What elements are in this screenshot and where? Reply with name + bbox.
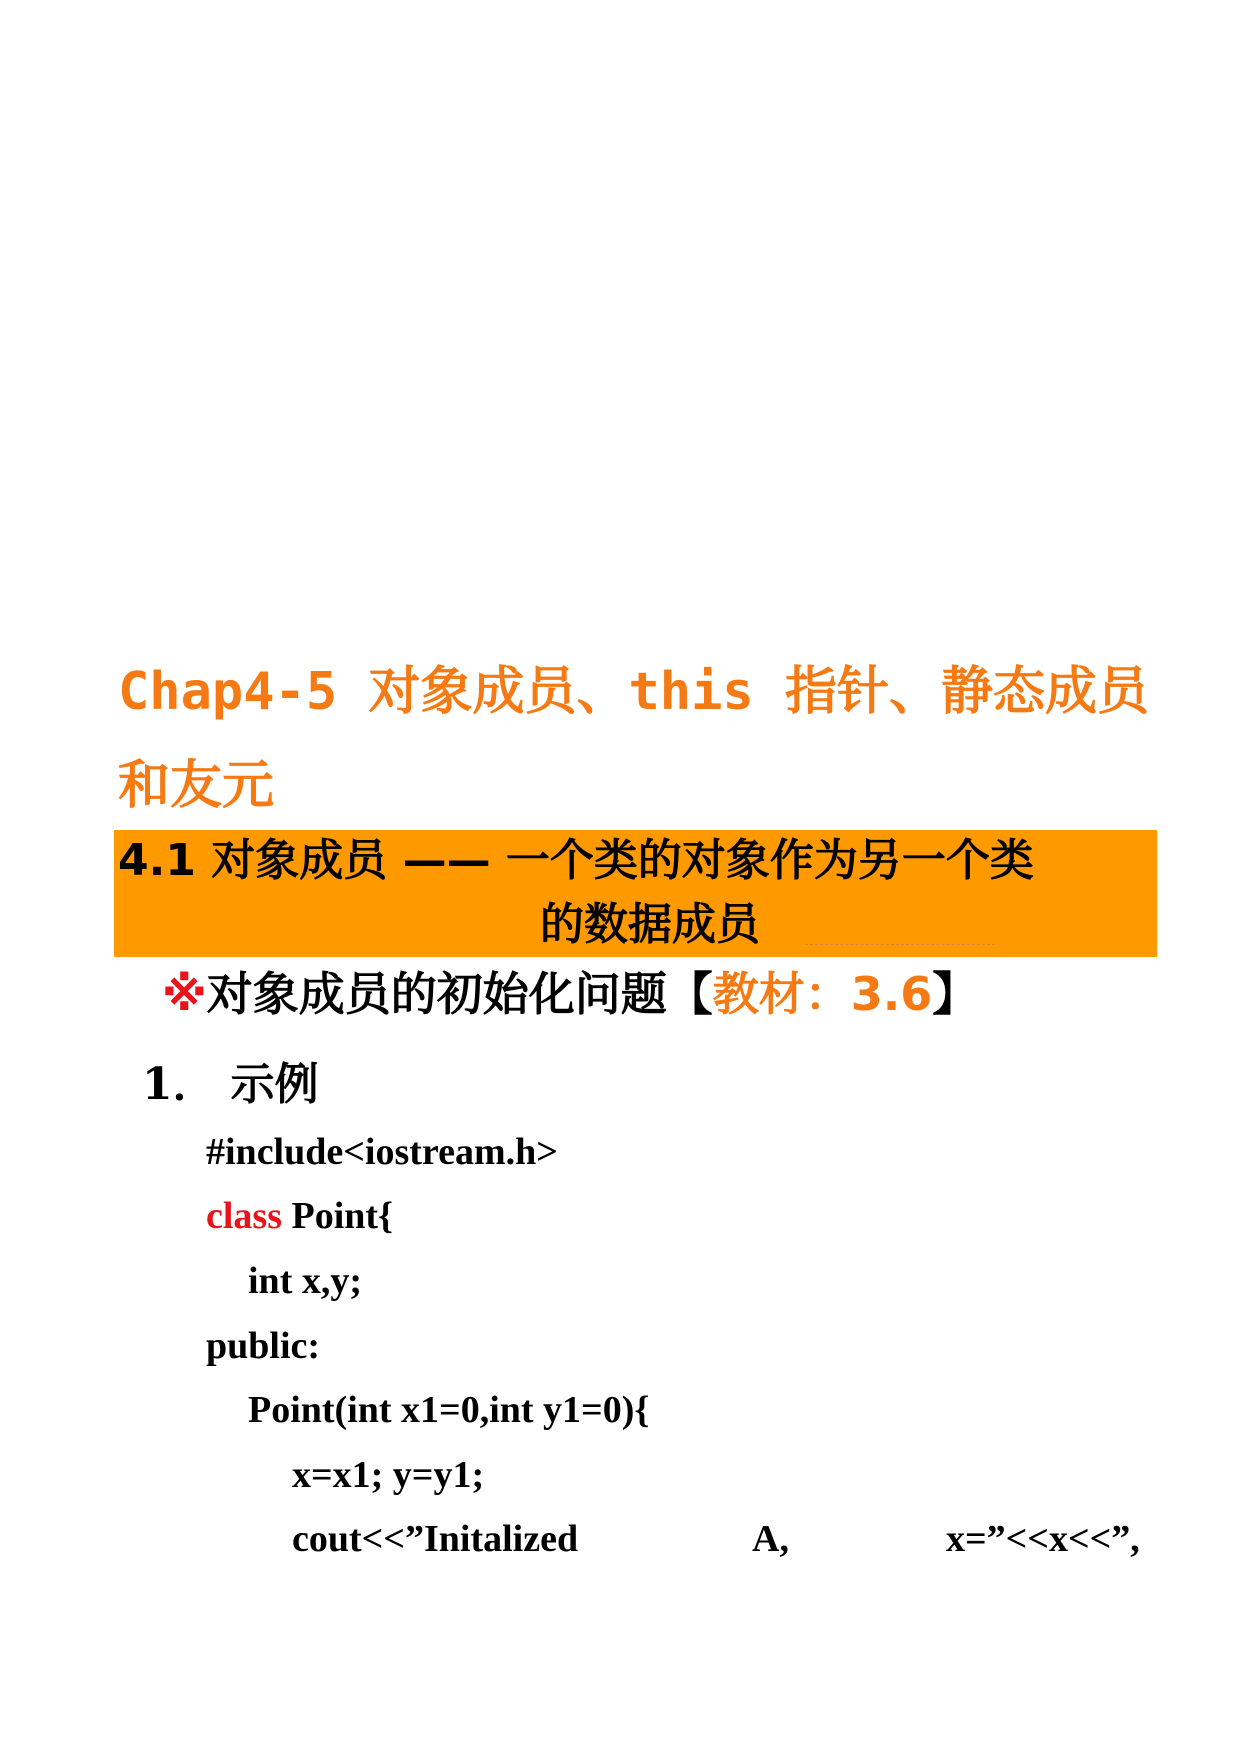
code-line-members: int x,y; xyxy=(248,1260,362,1302)
section-heading-line1: 4.1 对象成员 —— 一个类的对象作为另一个类 xyxy=(118,835,1034,886)
example-heading xyxy=(142,1055,319,1115)
section-heading-line2: 的数据成员 xyxy=(540,899,760,950)
code-line-cout-part2: A, xyxy=(752,1518,789,1560)
textbook-reference: 教材：3.6 xyxy=(712,967,933,1021)
code-line-cout-part3: x=”<<x<<”, xyxy=(946,1518,1140,1560)
example-label: 示例 xyxy=(230,1059,319,1110)
code-line-public: public: xyxy=(206,1325,321,1367)
note-line xyxy=(162,962,978,1026)
section-heading-underline xyxy=(805,944,995,945)
reference-mark: ※ xyxy=(162,967,207,1021)
code-line-constructor: Point(int x1=0,int y1=0){ xyxy=(248,1389,650,1431)
code-line-include: #include<iostream.h> xyxy=(206,1131,558,1173)
class-declaration: Point{ xyxy=(282,1195,394,1237)
class-keyword: class xyxy=(206,1195,282,1237)
code-line-cout-part1: cout<<”Initalized xyxy=(292,1518,579,1560)
example-number: 1． xyxy=(142,1059,217,1110)
bracket-open: 【 xyxy=(666,967,713,1021)
note-text: 对象成员的初始化问题 xyxy=(206,967,667,1021)
chapter-title: Chap4-5 对象成员、this 指针、静态成员和友元 xyxy=(118,662,1149,816)
code-line-class xyxy=(206,1191,393,1241)
code-line-assign: x=x1; y=y1; xyxy=(292,1454,485,1496)
bracket-close: 】 xyxy=(932,967,979,1021)
